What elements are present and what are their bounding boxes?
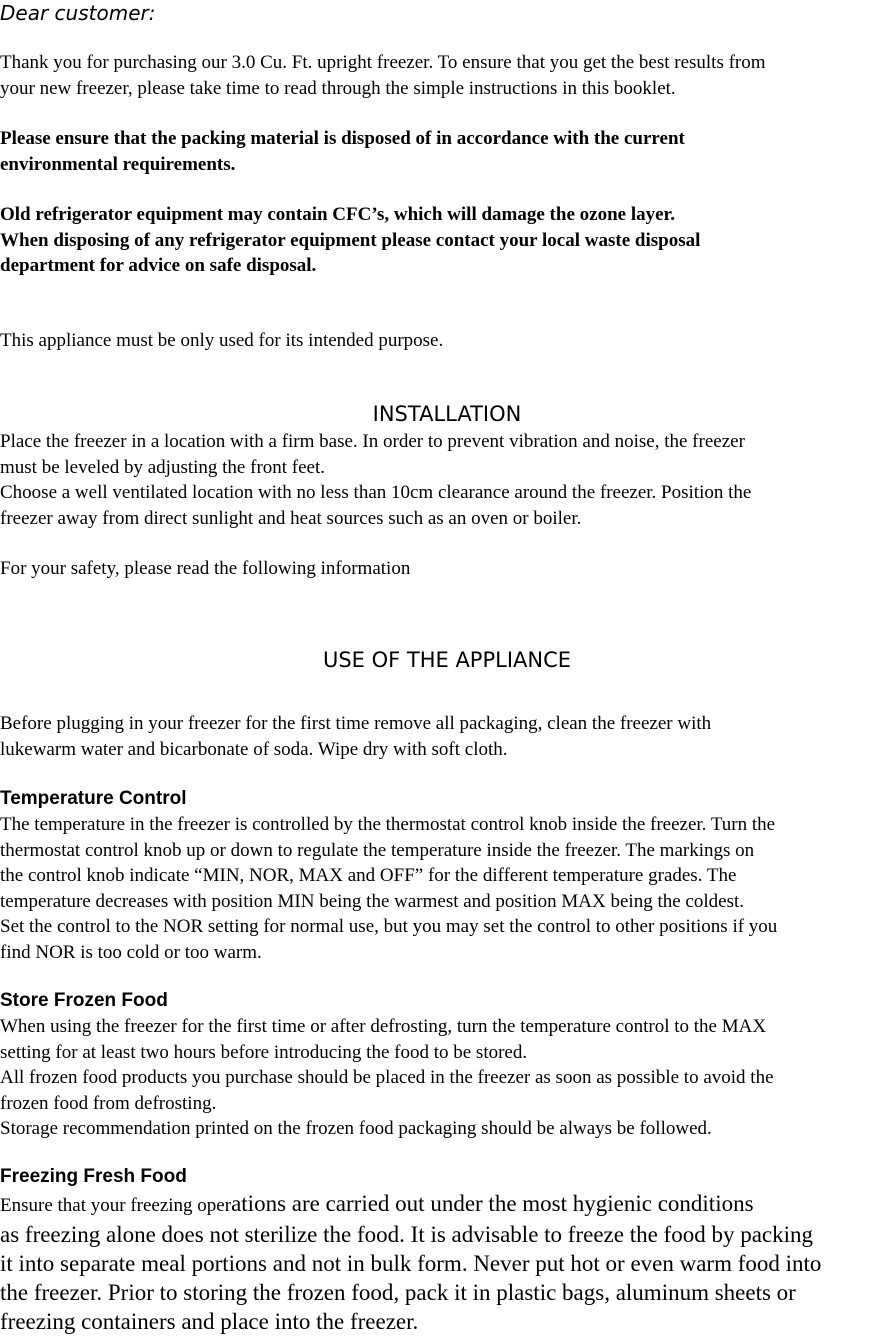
- text-line: it into separate meal portions and not in bulk form. Never put hot or even warm food into: [0, 1251, 822, 1276]
- safety-note: For your safety, please read the following information: [0, 558, 411, 579]
- text-line: thermostat control knob up or down to regulate the temperature inside the freezer. The markings on: [0, 839, 755, 861]
- text-line: lukewarm water and bicarbonate of soda. Wipe dry with soft cloth.: [0, 738, 508, 760]
- text-line: Choose a well ventilated location with no less than 10cm clearance around the freezer. Position the: [0, 482, 752, 503]
- text-run-small: Ensure that your freezing oper: [0, 1195, 232, 1216]
- text-line: find NOR is too cold or too warm.: [0, 941, 262, 963]
- text-line: When disposing of any refrigerator equipment please contact your local waste disposal: [0, 229, 701, 251]
- text-line: department for advice on safe disposal.: [0, 255, 317, 276]
- freezing-paragraph: [0, 1189, 894, 1336]
- intro-paragraph: [0, 50, 894, 101]
- packing-notice: [0, 126, 894, 177]
- text-line: All frozen food products you purchase should be placed in the freezer as soon as possible to avoid the: [0, 1067, 774, 1088]
- text-line: Storage recommendation printed on the frozen food packaging should be always be followed.: [0, 1118, 712, 1139]
- text-line: your new freezer, please take time to read through the simple instructions in this booklet.: [0, 77, 676, 99]
- text-line: setting for at least two hours before introducing the food to be stored.: [0, 1041, 528, 1063]
- freezing-heading: Freezing Fresh Food: [0, 1166, 187, 1187]
- text-line: the control knob indicate “MIN, NOR, MAX and OFF” for the different temperature grades. The: [0, 865, 737, 886]
- cfc-notice: [0, 202, 894, 279]
- text-line: Place the freezer in a location with a firm base. In order to prevent vibration and noise, the freezer: [0, 431, 745, 452]
- text-line: When using the freezer for the first time or after defrosting, turn the temperature control to the MAX: [0, 1016, 767, 1037]
- temperature-heading: Temperature Control: [0, 788, 187, 809]
- greeting: Dear customer:: [0, 1, 156, 25]
- text-line: Please ensure that the packing material is disposed of in accordance with the current: [0, 128, 685, 149]
- store-paragraph: [0, 1014, 894, 1142]
- text-line: temperature decreases with position MIN being the warmest and position MAX being the coldest.: [0, 890, 744, 912]
- store-heading: Store Frozen Food: [0, 990, 168, 1011]
- text-line: The temperature in the freezer is controlled by the thermostat control knob inside the freezer. Turn the: [0, 814, 776, 835]
- text-line: freezer away from direct sunlight and heat sources such as an oven or boiler.: [0, 507, 582, 529]
- text-line: freezing containers and place into the freezer.: [0, 1309, 419, 1334]
- text-line: Thank you for purchasing our 3.0 Cu. Ft. upright freezer. To ensure that you get the best results from: [0, 52, 766, 73]
- use-paragraph: [0, 711, 894, 762]
- text-line: Old refrigerator equipment may contain CFC’s, which will damage the ozone layer.: [0, 204, 675, 225]
- installation-heading: INSTALLATION: [372, 402, 522, 426]
- text-line: Before plugging in your freezer for the first time remove all packaging, clean the freezer with: [0, 713, 712, 734]
- text-line: as freezing alone does not sterilize the food. It is advisable to freeze the food by packing: [0, 1222, 814, 1247]
- text-run-large: ations are carried out under the most hygienic conditions: [231, 1191, 754, 1216]
- purpose-statement: This appliance must be only used for its intended purpose.: [0, 330, 444, 351]
- text-line: Set the control to the NOR setting for normal use, but you may set the control to other positions if you: [0, 916, 778, 937]
- text-line: environmental requirements.: [0, 153, 236, 175]
- text-line: must be leveled by adjusting the front feet.: [0, 456, 326, 478]
- installation-paragraph: [0, 429, 894, 531]
- text-line: frozen food from defrosting.: [0, 1092, 217, 1114]
- use-heading: USE OF THE APPLIANCE: [322, 648, 572, 672]
- text-line: [0, 1189, 894, 1220]
- temperature-paragraph: [0, 812, 894, 965]
- text-line: the freezer. Prior to storing the frozen food, pack it in plastic bags, aluminum sheets or: [0, 1280, 796, 1305]
